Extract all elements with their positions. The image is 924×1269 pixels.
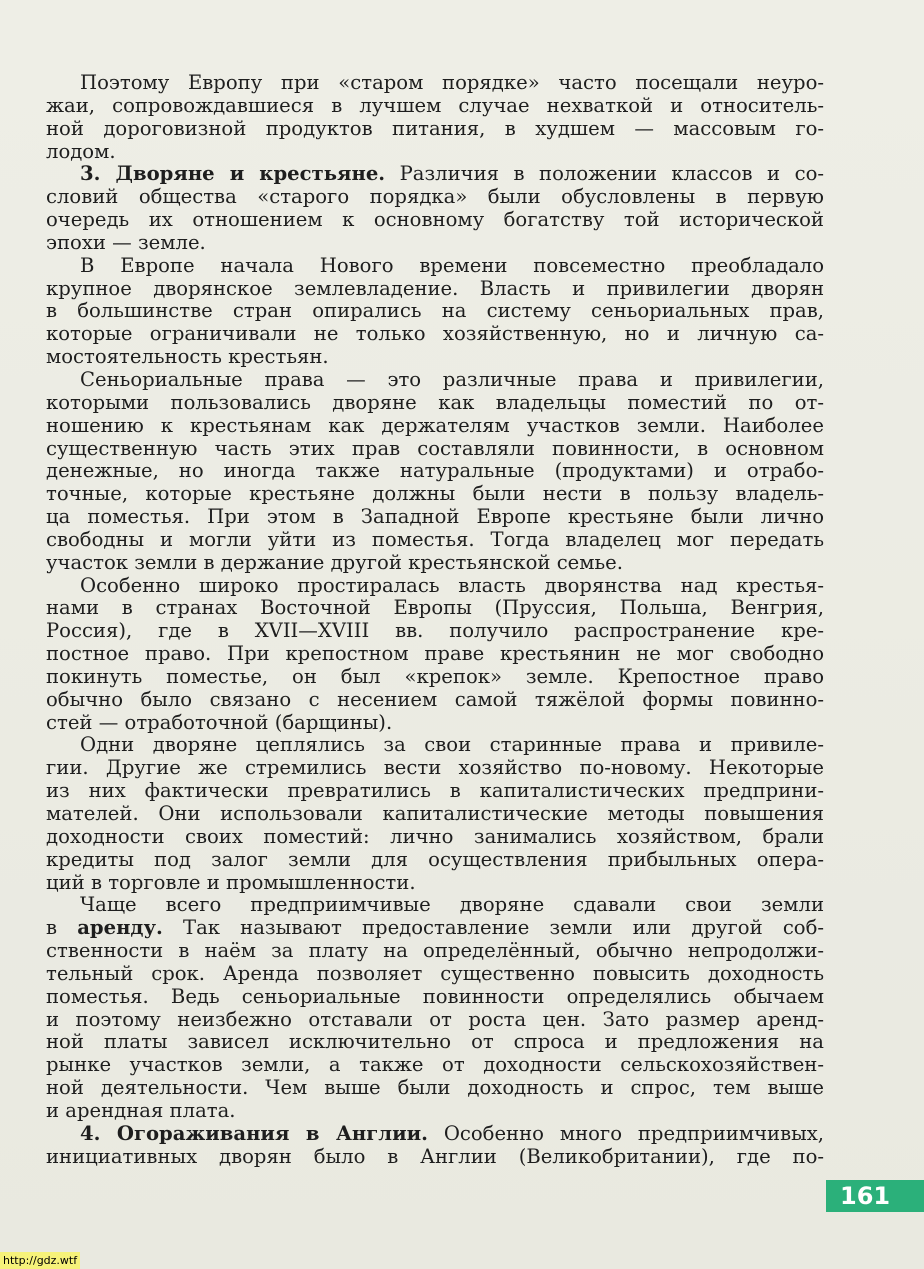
text-line (46, 141, 824, 164)
text-run: очередь их отношением к основному богатству той исторической (46, 208, 824, 232)
text-line (46, 300, 824, 323)
text-run: Особенно широко простиралась власть дворянства над крестья- (80, 573, 824, 597)
text-line (46, 894, 824, 917)
text-line (46, 689, 824, 712)
text-run: и поэтому неизбежно отставали от роста цен. Зато размер аренд- (46, 1007, 824, 1031)
text-line (46, 232, 824, 255)
text-line (46, 826, 824, 849)
text-line (46, 1146, 824, 1169)
text-run: мателей. Они использовали капиталистические методы повышения (46, 802, 824, 825)
body-text (46, 72, 824, 1169)
text-line (46, 940, 824, 963)
text-run: мостоятельность крестьян. (46, 345, 329, 369)
text-run: в большинстве стран опирались на систему сеньориальных прав, (46, 299, 824, 323)
text-run: доходности своих поместий: лично занимались хозяйством, брали (46, 824, 824, 848)
text-run: жаи, сопровождавшиеся в лучшем случае нехваткой и относитель- (46, 93, 824, 117)
text-line (46, 575, 824, 598)
text-run: крупное дворянское землевладение. Власть и привилегии дворян (46, 276, 824, 300)
text-run: ной дороговизной продуктов питания, в худшем — массовым го- (46, 116, 824, 140)
text-run: ношению к крестьянам как держателям участков земли. Наиболее (46, 413, 824, 437)
text-line (46, 255, 824, 278)
text-line (46, 278, 824, 301)
text-line (46, 1009, 824, 1032)
page-number-badge: 161 (826, 1180, 924, 1212)
text-run: В Европе начала Нового времени повсеместно преобладало (80, 253, 824, 277)
text-line (46, 552, 824, 575)
text-run: эпохи — земле. (46, 230, 206, 254)
text-run: Различия в положении классов и со- (385, 162, 824, 186)
text-run: существенную часть этих прав составляли повинности, в основном (46, 436, 824, 460)
text-run: ций в торговле и промышленности. (46, 870, 416, 894)
text-run: гии. Другие же стремились вести хозяйство по-новому. Некоторые (46, 756, 824, 780)
text-run: свободны и могли уйти из поместья. Тогда владелец мог передать (46, 527, 824, 551)
text-run: инициативных дворян было в Англии (Великобритании), где по- (46, 1144, 824, 1168)
text-line (46, 95, 824, 118)
text-run: рынке участков земли, а также от доходности сельскохозяйствен- (46, 1053, 824, 1077)
watermark-link[interactable]: http://gdz.wtf (0, 1252, 80, 1269)
text-line (46, 803, 824, 826)
bold-term: 4. Огораживания в Англии. (80, 1121, 428, 1145)
text-line (46, 849, 824, 872)
bold-term: 3. Дворяне и крестьяне. (80, 162, 386, 186)
text-run: Поэтому Европу при «старом порядке» часто посещали неуро- (80, 71, 824, 94)
text-run: точные, которые крестьяне должны были нести в пользу владель- (46, 482, 824, 506)
text-run: тельный срок. Аренда позволяет существенно повысить доходность (46, 961, 824, 985)
text-run: и арендная плата. (46, 1098, 236, 1122)
text-run: Особенно много предприимчивых, (427, 1121, 824, 1145)
text-line (46, 620, 824, 643)
text-run: денежные, но иногда также натуральные (продуктами) и отрабо- (46, 459, 824, 483)
text-run: ной платы зависел исключительно от спроса и предложения на (46, 1030, 824, 1054)
text-run: кредиты под залог земли для осуществления прибыльных опера- (46, 847, 824, 871)
text-line (46, 323, 824, 346)
text-run: постное право. При крепостном праве крестьянин не мог свободно (46, 642, 824, 666)
text-run: ца поместья. При этом в Западной Европе крестьяне были лично (46, 505, 824, 529)
text-run: лодом. (46, 139, 116, 163)
text-line (46, 72, 824, 95)
text-line (46, 209, 824, 232)
text-line (46, 506, 824, 529)
text-line (46, 415, 824, 438)
text-line (46, 872, 824, 895)
bold-term: аренду. (77, 916, 163, 940)
text-line (46, 346, 824, 369)
text-run: участок земли в держание другой крестьянской семье. (46, 550, 623, 574)
text-run: словий общества «старого порядка» были обусловлены в первую (46, 185, 824, 209)
text-line (46, 986, 824, 1009)
text-run: ной деятельности. Чем выше были доходность и спрос, тем выше (46, 1076, 824, 1100)
text-run: стей — отработочной (барщины). (46, 710, 393, 734)
text-run: ственности в наём за плату на определённый, обычно непродолжи- (46, 939, 824, 963)
text-line (46, 438, 824, 461)
text-line (46, 369, 824, 392)
text-line (46, 666, 824, 689)
text-line (46, 483, 824, 506)
text-line (46, 780, 824, 803)
text-line (46, 118, 824, 141)
text-run: поместья. Ведь сеньориальные повинности определялись обычаем (46, 984, 824, 1008)
text-run: Так называют предоставление земли или другой соб- (162, 916, 824, 940)
text-line (46, 712, 824, 735)
text-run: из них фактически превратились в капиталистических предприни- (46, 779, 824, 803)
text-line (46, 734, 824, 757)
text-line (46, 917, 824, 940)
text-run: покинуть поместье, он был «крепок» земле. Крепостное право (46, 664, 824, 688)
text-run: которые ограничивали не только хозяйственную, но и личную са- (46, 322, 824, 346)
text-line (46, 643, 824, 666)
text-run: нами в странах Восточной Европы (Пруссия, Польша, Венгрия, (46, 596, 824, 620)
text-line (46, 757, 824, 780)
text-run: Одни дворяне цеплялись за свои старинные права и привиле- (80, 733, 824, 757)
text-run: Россия), где в XVII—XVIII вв. получило распространение кре- (46, 619, 824, 643)
text-line (46, 392, 824, 415)
text-line (46, 1054, 824, 1077)
text-line (46, 529, 824, 552)
text-line (46, 963, 824, 986)
text-run: которыми пользовались дворяне как владельцы поместий по от- (46, 390, 824, 414)
text-run: обычно было связано с несением самой тяжёлой формы повинно- (46, 687, 824, 711)
text-run: в (46, 916, 78, 940)
text-line (46, 163, 824, 186)
text-line (46, 186, 824, 209)
text-run: Сеньориальные права — это различные права и привилегии, (80, 367, 824, 391)
text-line (46, 1123, 824, 1146)
text-run: Чаще всего предприимчивые дворяне сдавали свои земли (80, 893, 824, 917)
text-line (46, 460, 824, 483)
text-line (46, 1100, 824, 1123)
text-line (46, 1031, 824, 1054)
text-line (46, 1077, 824, 1100)
text-line (46, 597, 824, 620)
